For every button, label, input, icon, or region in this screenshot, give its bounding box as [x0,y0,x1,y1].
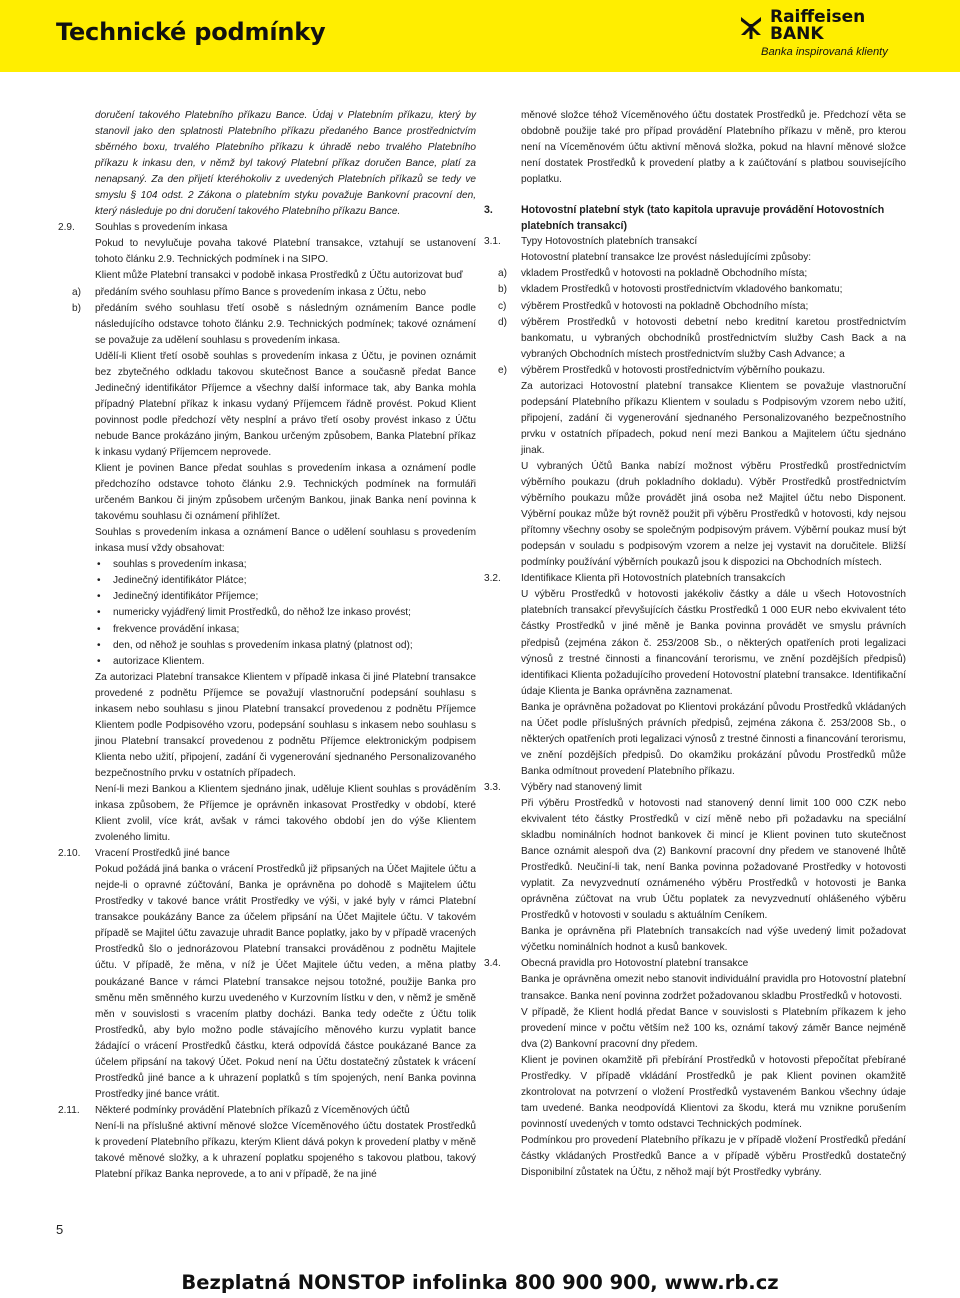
section-number: 2.11. [58,1104,80,1116]
list-marker: b) [72,302,81,314]
bullet-text: souhlas s provedením inkasa; [113,559,247,571]
bullet-text: frekvence provádění inkasa; [113,623,240,635]
section-number: 3.3. [484,781,501,793]
bullet-item [58,638,476,654]
raiffeisen-logo [728,6,960,66]
section-heading-3-3 [484,780,906,796]
bullet-icon: • [97,591,101,603]
bullet-item [58,573,476,589]
bullet-icon: • [97,607,101,619]
bullet-icon: • [97,623,101,635]
paragraph: Podmínkou pro provedení Platebního příkazu je v případě vložení Prostředků předání částky vkládaných Prostředků Bance a v případě výběru Prostředků dostatečný Disponibilní zůstatek na Účtu, z něhož mají být Prostředky vybrány. [521,1134,906,1179]
section-heading-3-2 [484,571,906,587]
page-title: Technické podmínky [56,18,326,46]
bullet-text: Jedinečný identifikátor Plátce; [113,575,247,587]
list-item-text: výběrem Prostředků v hotovosti na pokladně Obchodního místa; [521,300,809,312]
list-item [484,282,906,298]
list-item [484,363,906,379]
right-column [484,108,906,1181]
section-number: 3.2. [484,573,501,585]
list-item-text: výběrem Prostředků v hotovosti debetní nebo kreditní karetou prostřednictvím bankomatu, u vybraných obchodníků prostřednictvím služby Cash Back a na vybraných Obchodních místech prostřednictvím služby Cash Advance; a [521,316,906,360]
list-marker: c) [498,300,507,312]
list-item-text: výběrem Prostředků v hotovosti prostřednictvím výběrního poukazu. [521,364,826,376]
list-marker: d) [498,316,507,328]
bullet-text: autorizace Klientem. [113,655,205,667]
section-heading-2-9 [58,220,476,236]
list-item [484,266,906,282]
list-marker: a) [498,268,507,280]
list-marker: e) [498,364,507,376]
list-item [484,299,906,315]
chapter-heading-3 [484,202,906,234]
brand-tagline: Banka inspirovaná klienty [761,46,888,58]
paragraph: Banka je oprávněna požadovat po Klientovi prokázání původu Prostředků vkládaných na Účet podle příslušných právních předpisů, zejména zákona č. 253/2008 Sb., o některých opatřeních proti legalizaci výnosů z trestné činnosti a financování terorismu, ve znění pozdějších předpisů. Do okamžiku prokázání původu Prostředků může Banka odmítnout provedení Platebního příkazu. [521,701,906,777]
bullet-text: numericky vyjádřený limit Prostředků, do něhož lze inkaso provést; [113,607,411,619]
paragraph: Není-li mezi Bankou a Klientem sjednáno jinak, uděluje Klient souhlas s prováděním inkasa způsobem, že Příjemce je oprávněn inkasovat Prostředky v období, které Klient zvolil, více krát, avšak v rámci takového období jen do výše Klientem zvoleného limitu. [95,783,476,844]
list-item-text: předáním svého souhlasu přímo Bance s provedením inkasa z Účtu, nebo [95,286,427,298]
page-number: 5 [56,1222,64,1237]
section-heading-2-10 [58,846,476,862]
bullet-item [58,557,476,573]
left-column [58,108,476,1183]
brand-name-line1: Raiffeisen [770,7,866,27]
section-number: 3.4. [484,958,501,970]
section-title: Typy Hotovostních platebních transakcí [521,236,698,248]
paragraph: Není-li na příslušné aktivní měnové složce Víceměnového účtu dostatek Prostředků k provedení Platebního příkazu, kterým Klient dává pokyn k provedení platby v měně takové měnové složky, a k uhrazení poplatku spojeného s takovou platbou, takový Platební příkaz Banka neprovede, a to ani v případě, že na jiné [95,1120,476,1181]
list-marker: b) [498,284,507,296]
list-item-text: vkladem Prostředků v hotovosti prostřednictvím vkladového bankomatu; [521,284,843,296]
chapter-title: Hotovostní platební styk (tato kapitola upravuje provádění Hotovostních platebních transakcí) [521,204,885,233]
list-item [58,301,476,349]
paragraph: Souhlas s provedením inkasa a oznámení Bance o udělení souhlasu s provedením inkasa musí vždy obsahovat: [95,527,476,555]
section-title: Některé podmínky provádění Platebních příkazů z Víceměnových účtů [95,1104,410,1116]
section-title: Obecná pravidla pro Hotovostní platební transakce [521,958,749,970]
paragraph: Za autorizaci Hotovostní platební transakce Klientem se považuje vlastnoruční podepsání Platebního příkazu Klientem v souladu s Podpisovým vzorem nebo užití, připojení, zadání či vygenerování sjednaného Personalizovaného bezpečnostního prvku v ostatních případech, pokud není mezi Bankou a Majitelem účtu sjednáno jinak. [521,380,906,456]
paragraph: měnové složce téhož Víceměnového účtu dostatek Prostředků je. Předchozí věta se obdobně použije také pro případ provádění Platebního příkazu v měně, pro kterou není na Víceměnovém účtu aktivní měnová složka, pokud na hlavní měnové složce není dostatek Prostředků k provedení platby a k zaúčtování s platbou souvisejícího poplatku. [521,110,906,186]
brand-name-line2: BANK [770,24,824,44]
bullet-item [58,605,476,621]
section-heading-3-4 [484,956,906,972]
paragraph: doručení takového Platebního příkazu Bance. Údaj v Platebním příkazu, který by stanovil jako den splatnosti Platebního příkazu předaného Bance prostřednictvím sběrného boxu, trvalého Platebního příkazu k úhradě nebo trvalého Platebního příkazu k inkasu den, v němž byl takový Platební příkaz doručen Bance, platí za nenapsaný. Za den přijetí kteréhokoliv z uvedených Platebních příkazů se tedy ve smyslu § 104 odst. 2 Zákona o platebním styku považuje Bankovní pracovní den, který následuje po dni doručení takového Platebního příkazu Bance. [95,110,476,218]
bullet-icon: • [97,639,101,651]
bullet-item [58,622,476,638]
paragraph: Pokud požádá jiná banka o vrácení Prostředků již připsaných na Účet Majitele účtu a nejde-li o opravné zúčtování, Banka je oprávněna po dohodě s Majitelem účtu Prostředky v takové bance vrátit Prostředky ve výši, v jaké byly v rámci Platební transakce poukázány Bance za účelem připsání na Účet Majitele účtu. V takovém případě se Majitel účtu zavazuje uhradit Bance poplatky, jako by v případě vracených Prostředků šlo o jednorázovou Platební transakci prováděnou z podnětu Majitele účtu. V případě, že měna, v níž je Účet Majitele účtu veden, a měna platby poukázané Bance v rámci Platební transakce nejsou totožné, použije Banka pro směnu měn směnného kurzu uvedeného v Kurzovním lístku v den, v němž je směně měn v souvislosti s vracením platby docházi. Banka tedy odečte z Účtu tolik Prostředků, aby bylo možno podle stávajícího měnového kurzu vyplatit bance žádající o vrácení Prostředků částku, která odpovídá částce poukázané Bance za účelem připsání na takový Účet. Pokud není na Účtu dostatečný zůstatek k vrácení Prostředků jiné bance a k uhrazení poplatků s tím spojených, není Banka povinna Prostředky jiné bance vrátit. [95,864,476,1100]
bullet-text: Jedinečný identifikátor Příjemce; [113,591,259,603]
bullet-icon: • [97,559,101,571]
list-item [484,315,906,363]
paragraph: Banka je oprávněna omezit nebo stanovit individuální pravidla pro Hotovostní platební transakce. Banka není povinna zodržet požadovanou skladbu Prostředků v hotovosti. [521,974,906,1002]
paragraph: Pokud to nevylučuje povaha takové Platební transakce, vztahují se ustanovení tohoto článku 2.9. Technických podmínek i na SIPO. [95,238,476,266]
paragraph: Klient může Platební transakci v podobě inkasa Prostředků z Účtu autorizovat buď [95,270,463,282]
section-heading-3-1 [484,234,906,250]
section-number: 3.1. [484,236,501,248]
section-title: Souhlas s provedením inkasa [95,222,228,234]
section-title: Identifikace Klienta při Hotovostních platebních transakcích [521,573,786,585]
paragraph: Za autorizaci Platební transakce Klientem v případě inkasa či jiné Platební transakce provedené z podnětu Příjemce se považují vlastnoruční podepsání souhlasu s inkasem nebo souhlasu s jinou Platební transakcí provedenou z podnětu Příjemce Klientem podle Podpisového vzoru, podepsání souhlasu s inkasem nebo souhlasu s jinou Platební transakcí provedenou z podnětu Příjemce elektronickým podpisem Klienta nebo užití, připojení, zadání či vygenerování sjednaného Personalizovaného bezpečnostního prvku v ostatních případech. [95,671,476,779]
paragraph: U výběru Prostředků v hotovosti jakékoliv částky a dále u všech Hotovostních platebních transakcí převyšujících částku Prostředků 1 000 EUR nebo ekvivalent této částky Prostředků v jiné měně je Banka povinna provádět ve smyslu právních předpisů (zejména zákon č. 253/2008 Sb., o některých opatřeních proti legalizaci výnosů z trestné činnosti a financování terorismu, ve znění pozdějších předpisů) identifikaci Klienta požadujícího provedení Hotovostní platební transakce. Identifikační údaje Klienta je Banka oprávněna zaznamenat. [521,589,906,697]
list-item [58,285,476,301]
footer-hotline: Bezplatná NONSTOP infolinka 800 900 900, www.rb.cz [181,1271,779,1294]
list-item-text: vkladem Prostředků v hotovosti na pokladně Obchodního místa; [521,268,808,280]
chapter-number: 3. [484,204,493,217]
paragraph: Klient je povinen okamžitě při přebírání Prostředků v hotovosti přepočítat přebírané Prostředky. V případě vkládání Prostředků je pak Klient povinen okamžitě zkontrolovat na potvrzení o vložení Prostředků vystaveném Bankou všechny údaje tam uvedené. Banka neodpovídá Klientovi za škodu, která mu vznikne porušením povinností uvedených v tomto odstavci Technických podmínek. [521,1054,906,1130]
bullet-icon: • [97,655,101,667]
list-marker: a) [72,286,81,298]
paragraph: Klient je povinen Bance předat souhlas s provedením inkasa a oznámení podle předchozího odstavce tohoto článku 2.9. Technických podmínek na formuláři určeném Bankou či jiným způsobem určeným Bankou, jinak Banka není povinna k takovému souhlasu či oznámení přihlížet. [95,463,476,523]
paragraph: Při výběru Prostředků v hotovosti nad stanovený denní limit 100 000 CZK nebo ekvivalent této částky Prostředků v cizí měně nebo při požadavku na speciální skladbu nominálních hodnot bankovek či mincí je Klient povinen tuto skutečnost Bance oznámit alespoň dva (2) Bankovní pracovní dny předem ve stanovené lhůtě Prostředků. Neučiní-li tak, není Banka povinna požadované Prostředky v hotovosti vyplatit. Za nevyzvednutí oznámeného výběru Prostředků v hotovosti je Banka oprávněna zúčtovat na vrub Účtu poplatek za nevyzvednutí ohlášeného výběru Prostředků v hotovosti v souladu s aktuálním Ceníkem. [521,797,906,922]
section-number: 2.9. [58,222,75,234]
bullet-item [58,589,476,605]
list-item-text: předáním svého souhlasu třetí osobě s následným oznámením Bance podle následujícího odstavce tohoto článku 2.9. Technických podmínek; takové oznámení se považuje za udělení souhlasu s provedením inkasa. [95,302,476,346]
bullet-icon: • [97,575,101,587]
brand-name [770,9,865,43]
section-title: Výběry nad stanovený limit [521,781,642,793]
section-heading-2-11 [58,1103,476,1119]
paragraph: V případě, že Klient hodlá předat Bance v souvislosti s Platebním příkazem k jeho provedení mince v počtu větším než 100 ks, oznámí takový záměr Bance nejméně dva (2) Bankovní pracovní dny předem. [521,1006,906,1050]
bullet-text: den, od něhož je souhlas s provedením inkasa platný (platnost od); [113,639,413,651]
raiffeisen-emblem-icon [738,14,764,40]
paragraph: Banka je oprávněna při Platebních transakcích nad výše uvedený limit požadovat výčetku nominálních hodnot a kusů bankovek. [521,926,906,954]
paragraph: Hotovostní platební transakce lze provést následujícími způsoby: [521,252,812,264]
section-number: 2.10. [58,848,81,860]
paragraph: Udělí-li Klient třetí osobě souhlas s provedením inkasa z Účtu, je povinen oznámit bez zbytečného odkladu takovou skutečnost Bance a současně předat Bance Jedinečný identifikátor Příjemce a všechny další informace tak, aby Banka mohla případný Platební příkaz k inkasu vydaný Příjemcem řádně provést. Pokud Klient povinnost podle předchozí věty nesplní a právo třetí osoby provést inkaso z Účtu nebude Bance prokázáno jiným, Bankou určeným způsobem, Banka Platební příkaz k inkasu vydaný Příjemcem neprovede. [95,350,476,458]
bullet-item [58,654,476,670]
spacer [484,188,906,202]
section-title: Vracení Prostředků jiné bance [95,848,230,860]
paragraph: U vybraných Účtů Banka nabízí možnost výběru Prostředků prostřednictvím výběrního poukazu (druh pokladního dokladu). Výběr Prostředků prostřednictvím výběrního poukazu může provádět jiná osoba než Majitel účtu nebo Disponent. Výběrní poukaz může být rovněž použit při výběru Prostředků v hotovosti, kdy nejsou přítomny všechny osoby se společným podpisovým právem. Výběrní poukaz musí být podepsán v souladu s podpisovým vzorem a nelze jej vystavit na doručitele. Bližší podmínky používání výběrních poukazů jsou k dispozici na Obchodních místech. [521,460,906,569]
